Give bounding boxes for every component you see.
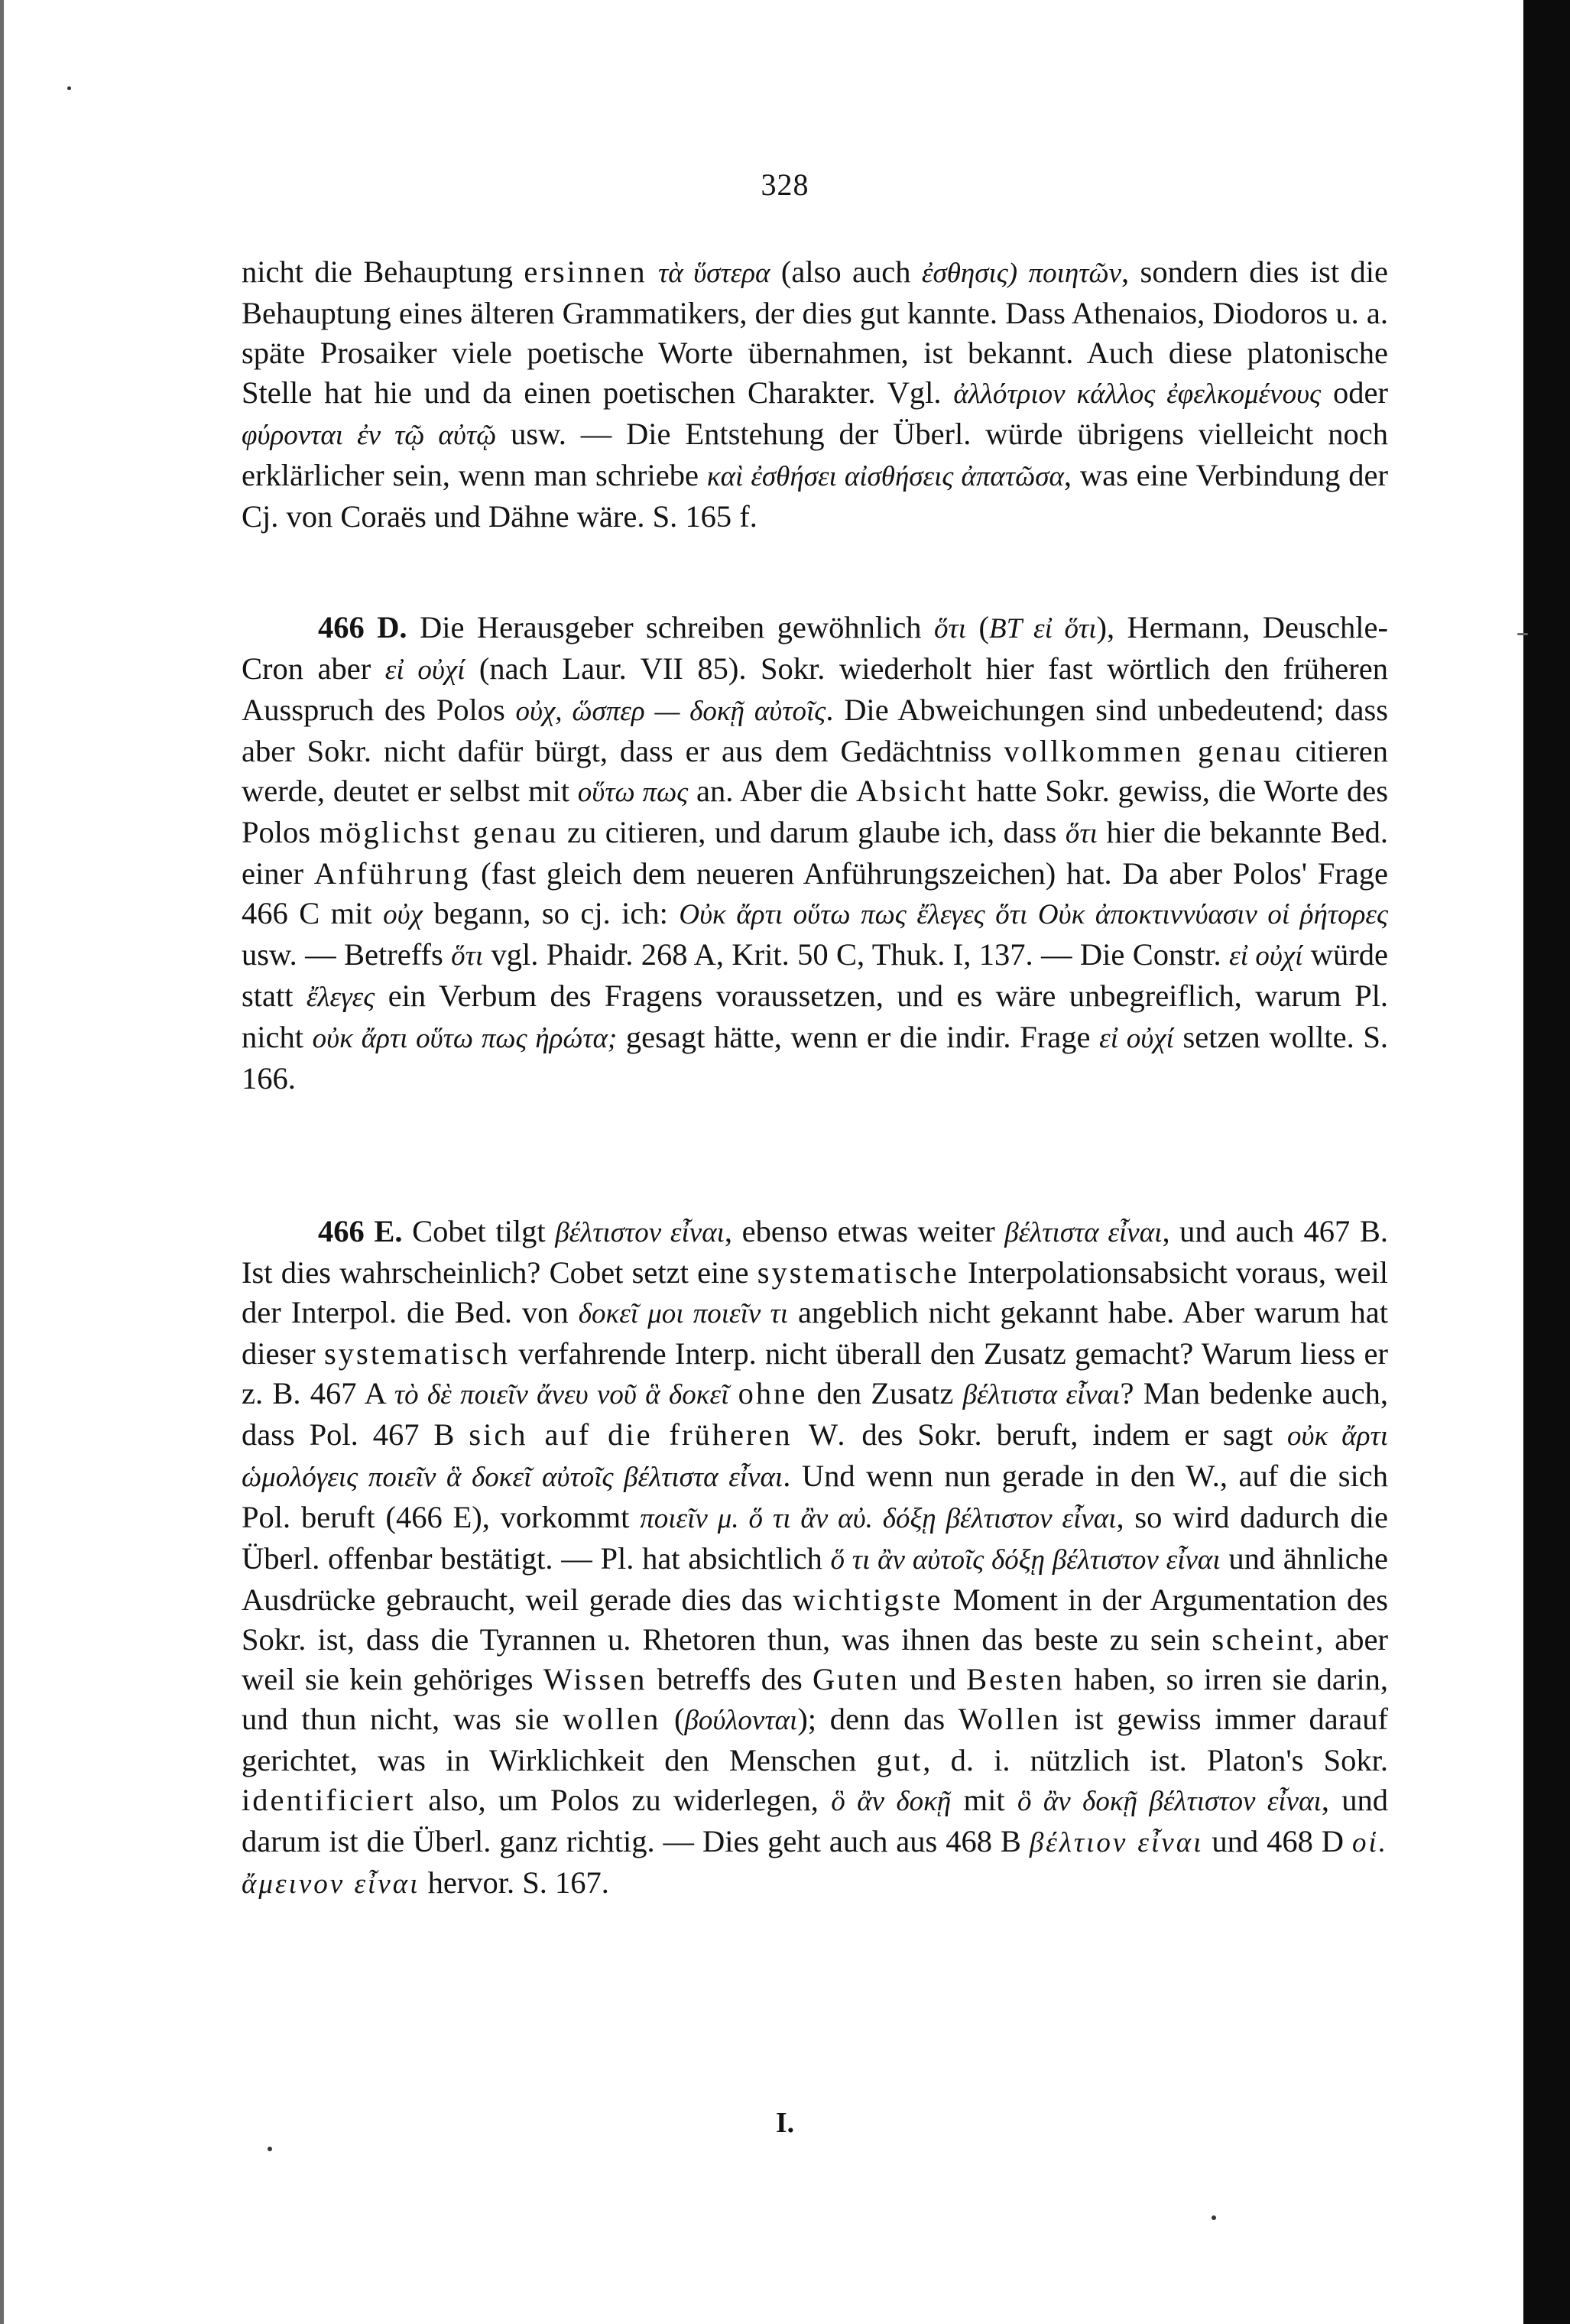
spaced-emphasis: systematische [757,1255,959,1290]
greek-quote: οὐχ, ὥσπερ — δοκῇ αὐτοῖς [515,696,826,727]
greek-quote: οὕτω πως [577,777,689,808]
spaced-emphasis: scheint [1212,1622,1316,1657]
greek-quote: εἰ οὐχί [1229,940,1303,972]
text-run: zu citieren, und darum glaube ich, dass [558,815,1066,849]
greek-quote: τὰ ὕστερα [658,258,770,289]
greek-quote: ὅτι [934,613,967,644]
section-reference: 466 E. [318,1214,403,1248]
text-run: , was eine Verbindung der Cj. von Coraës und Dähne wäre. S. 165 f. [242,458,1388,534]
text-run: ist gewiss immer darauf gerichtet, was in Wirklichkeit den Menschen [242,1702,1388,1777]
greek-quote: βέλτιστον εἶναι [555,1217,725,1248]
scan-edge-right [1523,0,1570,2324]
spaced-emphasis: Absicht [856,774,968,808]
spaced-emphasis: Guten [812,1662,900,1696]
text-run: , ebenso etwas weiter [724,1214,1005,1248]
text-run: setzen wollte. S. 166. [242,1020,1389,1095]
greek-quote: οὐκ ἄρτι ὡμολόγεις ποιεῖν ἃ δοκεῖ αὐτοῖς βέλτιστα εἶναι [242,1420,1388,1493]
text-run: . Die Abweichungen sind unbedeutend; dass aber Sokr. nicht dafür bürgt, dass er aus dem Gedächtniss [242,693,1388,768]
text-run: vgl. Phaidr. 268 A, Krit. 50 C, Thuk. I, 137. — Die Constr. [483,937,1229,972]
paragraph-466e [242,1212,1388,1904]
paragraph-continuation [242,252,1388,537]
spaced-emphasis: identificiert [242,1783,416,1817]
text-run: oder [1321,375,1388,410]
greek-quote: Οὐκ ἄρτι οὕτω πως ἔλεγες ὅτι Οὐκ ἀποκτιννύασιν οἱ ῥήτορες [679,899,1388,930]
text-run [1017,255,1028,289]
text-run: ? Man bedenke auch, dass Pol. 467 B [242,1376,1388,1452]
spaced-emphasis: vollkommen genau [1004,734,1283,768]
text-run: und [899,1662,967,1696]
spaced-emphasis: Wollen [958,1702,1061,1736]
greek-quote: ὃ ἂν δοκῇ βέλτιστον εἶναι [1017,1786,1322,1817]
greek-quote: οὐχ [383,899,423,930]
greek-quote: ὅτι [1065,818,1098,849]
text-run: also, um Polos zu widerlegen, [415,1783,832,1817]
text-run: usw. — Betreffs [242,937,452,972]
text-run: betreffs des [647,1662,813,1696]
greek-quote: BT εἰ ὅτι [988,613,1097,644]
text-run: begann, so cj. ich: [422,896,680,930]
greek-quote: εἰ οὐχί [1099,1023,1174,1054]
paragraph-text [242,608,1388,1099]
greek-quote: τὸ δὲ ποιεῖν ἄνευ νοῦ ἃ δοκεῖ [394,1379,729,1410]
text-run: hatte Sokr. gewiss, die Worte des Polos [242,774,1388,849]
spaced-emphasis: gut [876,1743,923,1777]
text-run: des Sokr. beruft, indem er sagt [847,1417,1288,1452]
greek-quote: ὅτι [451,940,484,972]
text-run: citieren werde, deutet er selbst mit [242,734,1389,808]
text-run: (also auch [770,255,922,289]
greek-quote: οὐκ ἄρτι οὕτω πως ἠρώτα; [312,1023,618,1054]
text-run [728,1376,738,1410]
text-run: nicht die Behauptung [242,255,524,289]
spaced-emphasis: Anführung [313,856,471,891]
text-run: hervor. S. 167. [420,1865,609,1900]
greek-quote: ὃ ἂν δοκῇ [831,1786,952,1817]
greek-quote: βέλτιστα εἶναι [962,1379,1121,1410]
text-run: , und auch 467 B. Ist dies wahrscheinlich? Cobet setzt eine [242,1214,1389,1290]
spaced-emphasis: wichtigste [793,1582,943,1617]
text-run: , d. i. nützlich ist. Platon's Sokr. [923,1743,1388,1777]
text-run: haben, so irren sie darin, und thun nicht, was sie [242,1662,1389,1736]
greek-quote: εἰ οὐχί [384,654,465,686]
text-run: ( [966,610,989,644]
text-run: , und darum ist die Überl. ganz richtig. — Dies geht auch aus 468 B [242,1783,1389,1858]
section-reference: 466 D. [318,610,407,644]
spaced-emphasis: ersinnen [524,255,647,289]
scan-speck [268,2147,272,2151]
scan-mark [1517,633,1528,635]
scan-speck [1212,2215,1216,2220]
text-run: verfahrende Interp. nicht überall den Zusatz gemacht? Warum liess er z. B. 467 A [242,1336,1388,1410]
greek-quote: ἐσθησις) [921,258,1018,289]
spaced-emphasis: ohne [738,1376,808,1410]
text-run: ( [660,1702,685,1736]
text-run: (nach Laur. VII 85). Sokr. wiederholt hier fast wörtlich den früheren Ausspruch des Polos [242,651,1388,727]
greek-quote: ποιεῖν μ. ὅ τι ἂν αὐ. δόξῃ βέλτιστον εἶναι [640,1503,1117,1534]
spaced-emphasis: wollen [563,1702,661,1736]
paragraph-text [242,252,1388,537]
spaced-emphasis: möglichst genau [319,815,559,849]
text-run: an. Aber die [688,774,856,808]
text-run: Cobet tilgt [402,1214,556,1248]
paragraph-466d [242,608,1388,1099]
signature-mark: I. [775,2107,795,2139]
text-run: ); denn das [797,1702,959,1736]
greek-quote: δοκεῖ μοι ποιεῖν τι [578,1298,788,1329]
text-run: , sondern dies ist die Behauptung eines älteren Grammatikers, der dies gut kannte. Dass Athenaios, Diodoros u. a. späte Prosaiker viele poetische Worte übernahmen, ist bekannt. Auch diese platonische Stelle hat hie und da einen poetischen Charakter. Vgl. [242,255,1388,410]
paragraph-text [242,1212,1388,1904]
text-run: Interpolationsabsicht voraus, weil der Interpol. die Bed. von [242,1255,1388,1329]
text-run: Die Herausgeber schreiben gewöhnlich [407,610,934,644]
greek-quote: ποιητῶν [1028,258,1122,289]
spaced-emphasis: Besten [966,1662,1065,1696]
scan-edge-left [0,0,4,2324]
text-run: Moment in der Argumentation des Sokr. ist, dass die Tyrannen u. Rhetoren thun, was ihnen das beste zu sein [242,1582,1389,1657]
text-run: hier die bekannte Bed. einer [242,815,1388,891]
text-run: und ähnliche Ausdrücke gebraucht, weil gerade dies das [242,1541,1388,1617]
greek-quote: βέλτιον εἶναι [1029,1827,1204,1858]
text-run [647,255,658,289]
scan-speck [67,86,71,90]
text-run: den Zusatz [807,1376,963,1410]
text-run: , aber weil sie kein gehöriges [242,1622,1388,1696]
spaced-emphasis: systematisch [324,1336,510,1371]
spaced-emphasis: Wissen [543,1662,647,1696]
greek-quote: βούλονται [684,1705,798,1736]
text-run: . Und wenn nun gerade in den W., auf die sich Pol. beruft (466 E), vorkommt [242,1459,1388,1534]
text-run: mit [951,1783,1017,1817]
spaced-emphasis: sich auf die früheren W. [469,1417,848,1452]
page-number: 328 [761,167,809,202]
text-run: usw. — Die Entstehung der Überl. würde übrigens vielleicht noch erklärlicher sein, wenn man schriebe [242,417,1388,492]
greek-quote: ὅ τι ἂν αὐτοῖς δόξῃ βέλτιστον εἶναι [830,1544,1221,1576]
text-run: gesagt hätte, wenn er die indir. Frage [617,1020,1100,1054]
greek-quote: ἀλλότριον κάλλος ἐφελκομένους [953,378,1322,410]
text-run: ), Hermann, Deuschle-Cron aber [242,610,1388,686]
text-run: angeblich nicht gekannt habe. Aber warum hat dieser [242,1295,1388,1371]
text-run: würde statt [242,937,1388,1013]
greek-quote: βέλτιστα εἶναι [1004,1217,1163,1248]
text-run: (fast gleich dem neueren Anführungszeichen) hat. Da aber Polos' Frage 466 C mit [242,856,1389,930]
greek-quote: οἱ. ἄμεινον εἶναι [242,1827,1389,1900]
text-run: , so wird dadurch die Überl. offenbar bestätigt. — Pl. hat absichtlich [242,1500,1389,1576]
text-run: und 468 D [1203,1824,1352,1858]
greek-quote: καὶ ἐσθήσει αἰσθήσεις ἀπατῶσα [706,461,1064,492]
greek-quote: ἔλεγες [306,982,375,1013]
text-run: ein Verbum des Fragens voraussetzen, und es wäre unbegreiflich, warum Pl. nicht [242,979,1388,1054]
greek-quote: φύρονται ἐν τῷ αὐτῷ [242,420,497,451]
